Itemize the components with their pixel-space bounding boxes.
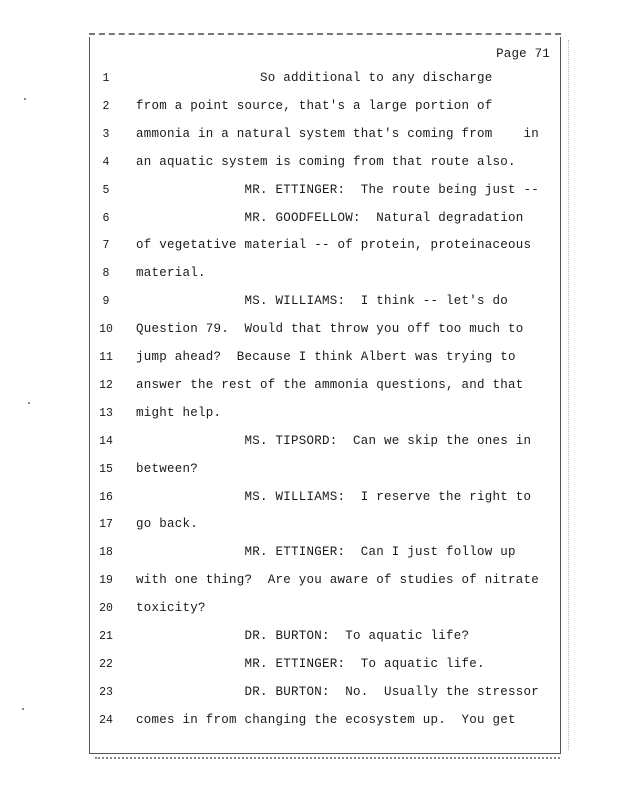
line-number: 16 (99, 491, 113, 504)
line-number: 10 (99, 323, 113, 336)
line-number: 15 (99, 463, 113, 476)
line-number: 23 (99, 686, 113, 699)
line-number: 18 (99, 546, 113, 559)
scan-speck (28, 402, 30, 404)
transcript-page-frame (89, 37, 561, 754)
transcript-line-text: might help. (136, 406, 222, 420)
line-number: 17 (99, 518, 113, 531)
page-number-header: Page 71 (496, 47, 550, 61)
line-number: 5 (102, 184, 110, 197)
transcript-line-text: between? (136, 462, 199, 476)
transcript-line-text: Question 79. Would that throw you off too much to (136, 322, 524, 336)
transcript-line-text: MS. TIPSORD: Can we skip the ones in (136, 434, 532, 448)
top-border-rule (89, 33, 561, 35)
transcript-line-text: MS. WILLIAMS: I reserve the right to (136, 490, 532, 504)
transcript-line-text: DR. BURTON: To aquatic life? (136, 629, 470, 643)
line-number: 1 (102, 72, 110, 85)
line-number: 13 (99, 407, 113, 420)
line-number: 6 (102, 212, 110, 225)
transcript-line-text: DR. BURTON: No. Usually the stressor (136, 685, 540, 699)
scan-speck (22, 708, 24, 710)
line-number: 2 (102, 100, 110, 113)
transcript-line-text: go back. (136, 517, 199, 531)
transcript-line-text: MR. GOODFELLOW: Natural degradation (136, 211, 524, 225)
transcript-line-text: an aquatic system is coming from that route also. (136, 155, 516, 169)
transcript-line-text: ammonia in a natural system that's coming from in (136, 127, 540, 141)
transcript-line-text: from a point source, that's a large portion of (136, 99, 493, 113)
transcript-line-text: of vegetative material -- of protein, proteinaceous (136, 238, 532, 252)
line-number: 9 (102, 295, 110, 308)
scan-speck (24, 98, 26, 100)
transcript-line-text: with one thing? Are you aware of studies of nitrate (136, 573, 540, 587)
transcript-line-text: MR. ETTINGER: Can I just follow up (136, 545, 516, 559)
line-number: 14 (99, 435, 113, 448)
line-number: 7 (102, 239, 110, 252)
transcript-line-text: MR. ETTINGER: The route being just -- (136, 183, 540, 197)
line-number: 12 (99, 379, 113, 392)
line-number: 3 (102, 128, 110, 141)
transcript-line-text: material. (136, 266, 206, 280)
line-number: 19 (99, 574, 113, 587)
bottom-border-rule (95, 757, 560, 759)
transcript-line-text: jump ahead? Because I think Albert was trying to (136, 350, 516, 364)
line-number: 20 (99, 602, 113, 615)
line-number: 24 (99, 714, 113, 727)
transcript-line-text: MS. WILLIAMS: I think -- let's do (136, 294, 509, 308)
line-number: 4 (102, 156, 110, 169)
line-number: 8 (102, 267, 110, 280)
transcript-line-text: So additional to any discharge (136, 71, 493, 85)
transcript-line-text: comes in from changing the ecosystem up. You get (136, 713, 516, 727)
line-number: 21 (99, 630, 113, 643)
transcript-line-text: MR. ETTINGER: To aquatic life. (136, 657, 485, 671)
right-edge-scan-marks (568, 40, 570, 750)
line-number: 22 (99, 658, 113, 671)
transcript-line-text: answer the rest of the ammonia questions, and that (136, 378, 524, 392)
transcript-line-text: toxicity? (136, 601, 206, 615)
line-number: 11 (99, 351, 113, 364)
